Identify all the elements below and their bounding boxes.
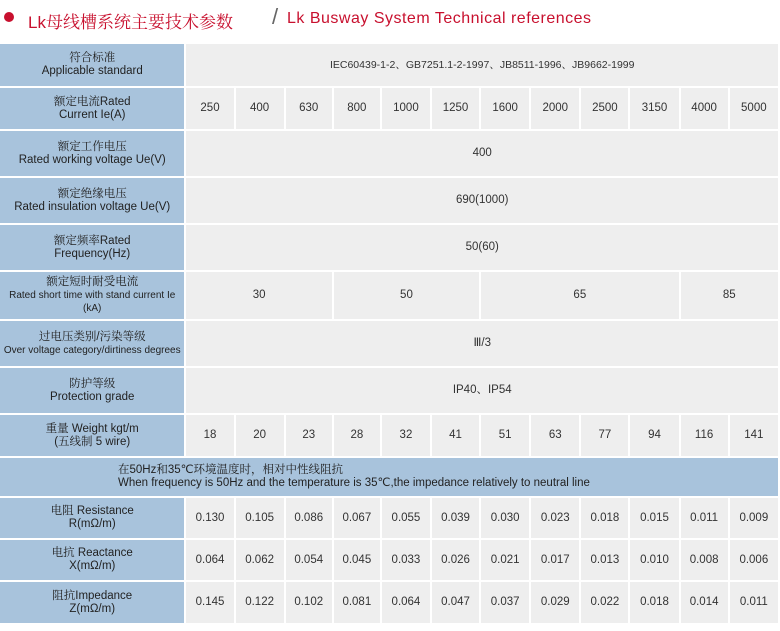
resistance-cell: 0.086 (286, 498, 332, 538)
reactance-cell: 0.033 (382, 540, 430, 580)
row-impedance (0, 582, 778, 623)
value-overvoltage: Ⅲ/3 (186, 321, 778, 366)
impedance-cell: 0.122 (236, 582, 284, 623)
current-cell: 400 (236, 88, 284, 129)
weight-cell: 18 (186, 415, 233, 456)
reactance-cell: 0.008 (681, 540, 728, 580)
value-protection: IP40、IP54 (186, 368, 778, 413)
reactance-cell: 0.045 (334, 540, 380, 580)
impedance-cell: 0.064 (382, 582, 430, 623)
bullet-dot-icon (4, 12, 14, 22)
label-working-voltage-en: Rated working voltage Ue(V) (18, 153, 166, 166)
row-protection (0, 368, 778, 413)
label-standard (0, 44, 184, 86)
impedance-cell: 0.018 (630, 582, 678, 623)
spec-table (0, 42, 780, 625)
label-reactance-cn: 电抗 Reactance (51, 547, 133, 559)
current-cell: 800 (334, 88, 380, 129)
current-cell: 1250 (432, 88, 479, 129)
weight-cell: 28 (334, 415, 380, 456)
resistance-cell: 0.030 (481, 498, 529, 538)
impedance-note (0, 458, 778, 496)
label-short-time (0, 272, 184, 319)
current-cell: 4000 (681, 88, 728, 129)
reactance-cell: 0.064 (186, 540, 233, 580)
impedance-note-en: When frequency is 50Hz and the temperature is 35℃,the impedance relatively to neutral line (118, 477, 590, 489)
value-frequency: 50(60) (186, 225, 778, 270)
reactance-cell: 0.062 (236, 540, 284, 580)
resistance-cell: 0.105 (236, 498, 284, 538)
value-working-voltage: 400 (186, 131, 778, 176)
weight-cell: 23 (286, 415, 332, 456)
reactance-cell: 0.021 (481, 540, 529, 580)
row-short-time (0, 272, 778, 319)
reactance-cell: 0.054 (286, 540, 332, 580)
label-current (0, 88, 184, 129)
weight-cell: 32 (382, 415, 430, 456)
impedance-cell: 0.029 (531, 582, 579, 623)
impedance-cell: 0.011 (730, 582, 778, 623)
weight-cell: 141 (730, 415, 778, 456)
impedance-cell: 0.081 (334, 582, 380, 623)
label-resistance-unit: R(mΩ/m) (68, 518, 116, 530)
label-short-time-cn: 额定短时耐受电流 (46, 276, 139, 288)
label-current-cn: 额定电流Rated (53, 95, 131, 108)
impedance-cell: 0.145 (186, 582, 233, 623)
label-standard-cn: 符合标准 (69, 52, 116, 64)
label-insulation-voltage-cn: 额定绝缘电压 (57, 187, 127, 200)
page-header (0, 0, 780, 42)
resistance-cell: 0.018 (581, 498, 628, 538)
weight-cell: 63 (531, 415, 579, 456)
short-time-cell: 65 (481, 272, 678, 319)
current-cell: 5000 (730, 88, 778, 129)
label-protection (0, 368, 184, 413)
impedance-cell: 0.022 (581, 582, 628, 623)
row-weight (0, 415, 778, 456)
row-resistance (0, 498, 778, 538)
label-current-en: Current Ie(A) (58, 108, 126, 121)
current-cell: 630 (286, 88, 332, 129)
weight-cell: 51 (481, 415, 529, 456)
label-frequency-en: Frequency(Hz) (54, 247, 131, 260)
value-insulation-voltage: 690(1000) (186, 178, 778, 223)
label-overvoltage (0, 321, 184, 366)
current-cell: 1600 (481, 88, 529, 129)
short-time-cell: 85 (681, 272, 778, 319)
label-insulation-voltage (0, 178, 184, 223)
label-working-voltage (0, 131, 184, 176)
label-resistance-cn: 电阻 Resistance (50, 505, 134, 517)
row-insulation-voltage (0, 178, 778, 223)
row-standard (0, 44, 778, 86)
label-resistance (0, 498, 184, 538)
impedance-cell: 0.037 (481, 582, 529, 623)
weight-cell: 41 (432, 415, 479, 456)
title-chinese: Lk母线槽系统主要技术参数 (28, 13, 233, 32)
label-standard-en: Applicable standard (41, 65, 143, 77)
label-weight-cn: 重量 Weight kgt/m (45, 422, 139, 435)
current-cell: 2000 (531, 88, 579, 129)
resistance-cell: 0.067 (334, 498, 380, 538)
row-frequency (0, 225, 778, 270)
resistance-cell: 0.015 (630, 498, 678, 538)
resistance-cell: 0.023 (531, 498, 579, 538)
row-reactance (0, 540, 778, 580)
label-frequency (0, 225, 184, 270)
label-weight (0, 415, 184, 456)
reactance-cell: 0.017 (531, 540, 579, 580)
current-cell: 250 (186, 88, 233, 129)
label-impedance-unit: Z(mΩ/m) (69, 602, 116, 615)
title-english: Lk Busway System Technical references (287, 10, 592, 27)
resistance-cell: 0.009 (730, 498, 778, 538)
value-standard: IEC60439-1-2、GB7251.1-2-1997、JB8511-1996、JB9662-1999 (186, 44, 778, 86)
weight-cell: 77 (581, 415, 628, 456)
reactance-cell: 0.026 (432, 540, 479, 580)
short-time-cell: 50 (334, 272, 479, 319)
row-overvoltage (0, 321, 778, 366)
resistance-cell: 0.039 (432, 498, 479, 538)
label-protection-cn: 防护等级 (69, 377, 116, 390)
resistance-cell: 0.055 (382, 498, 430, 538)
short-time-cell: 30 (186, 272, 331, 319)
impedance-cell: 0.047 (432, 582, 479, 623)
weight-cell: 94 (630, 415, 678, 456)
impedance-cell: 0.102 (286, 582, 332, 623)
label-working-voltage-cn: 额定工作电压 (57, 140, 127, 153)
label-impedance (0, 582, 184, 623)
row-impedance-note (0, 458, 778, 496)
title-divider: / (272, 4, 279, 29)
label-overvoltage-cn: 过电压类别/污染等级 (38, 330, 146, 343)
weight-cell: 20 (236, 415, 284, 456)
label-overvoltage-en: Over voltage category/dirtiness degrees (3, 344, 181, 356)
label-weight-en: (五线制 5 wire) (54, 435, 131, 448)
impedance-cell: 0.014 (681, 582, 728, 623)
current-cell: 3150 (630, 88, 678, 129)
row-working-voltage (0, 131, 778, 176)
weight-cell: 116 (681, 415, 728, 456)
current-cell: 2500 (581, 88, 628, 129)
resistance-cell: 0.130 (186, 498, 233, 538)
current-cell: 1000 (382, 88, 430, 129)
label-insulation-voltage-en: Rated insulation voltage Ue(V) (14, 200, 171, 213)
resistance-cell: 0.011 (681, 498, 728, 538)
label-impedance-cn: 阻抗Impedance (52, 589, 133, 602)
label-protection-en: Protection grade (50, 390, 135, 403)
label-short-time-en: Rated short time with stand current Ie (kA) (9, 290, 176, 314)
impedance-note-cn: 在50Hz和35℃环境温度时，相对中性线阻抗 (118, 464, 344, 476)
row-current (0, 88, 778, 129)
reactance-cell: 0.006 (730, 540, 778, 580)
reactance-cell: 0.013 (581, 540, 628, 580)
label-reactance-unit: X(mΩ/m) (69, 560, 116, 572)
label-reactance (0, 540, 184, 580)
reactance-cell: 0.010 (630, 540, 678, 580)
label-frequency-cn: 额定频率Rated (53, 234, 131, 247)
